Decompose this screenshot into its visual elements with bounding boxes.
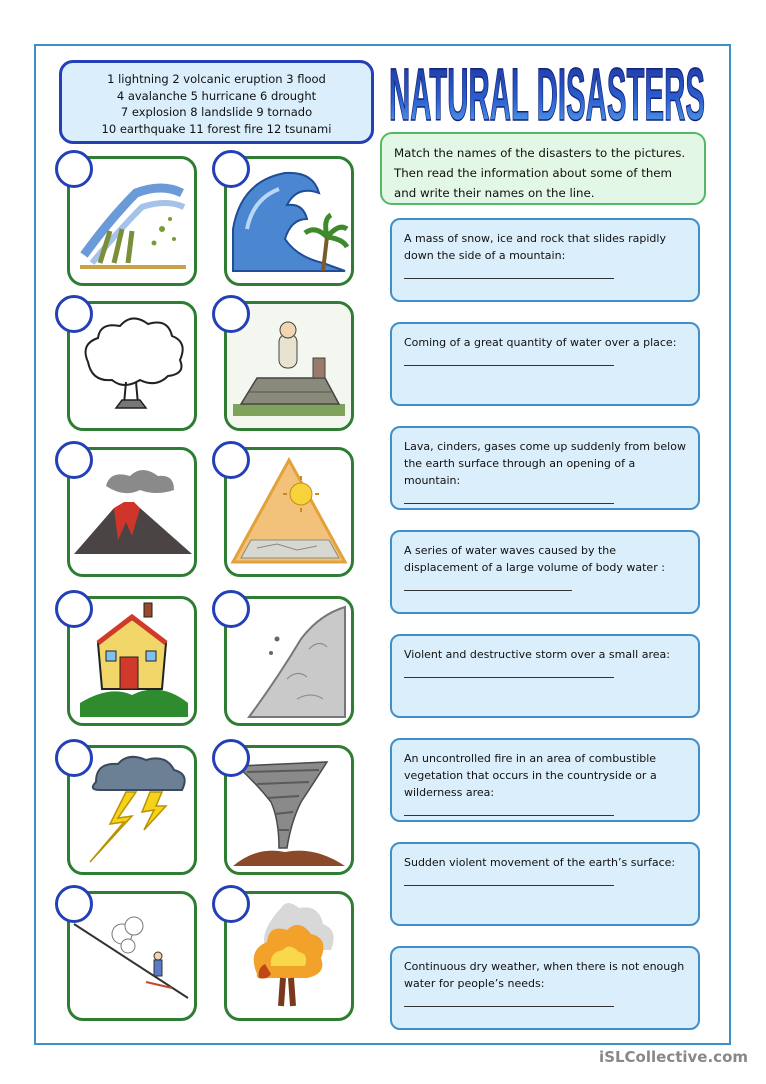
definition-box — [390, 218, 700, 302]
number-circle[interactable] — [55, 885, 93, 923]
answer-line[interactable] — [404, 665, 614, 678]
definition-box — [390, 426, 700, 510]
number-circle[interactable] — [212, 739, 250, 777]
word-bank-line: 1 lightning 2 volcanic eruption 3 flood — [107, 72, 326, 86]
definition-text: A series of water waves caused by the displacement of a large volume of body water : — [404, 544, 665, 574]
number-circle[interactable] — [212, 295, 250, 333]
number-circle[interactable] — [212, 590, 250, 628]
definition-box — [390, 946, 700, 1030]
watermark: iSLCollective.com — [599, 1048, 748, 1066]
definition-box — [390, 842, 700, 926]
answer-line[interactable] — [404, 491, 614, 504]
definition-box — [390, 322, 700, 406]
word-bank — [59, 60, 374, 144]
number-circle[interactable] — [55, 739, 93, 777]
definition-text: Violent and destructive storm over a small area: — [404, 648, 670, 661]
answer-line[interactable] — [404, 578, 572, 591]
number-circle[interactable] — [55, 295, 93, 333]
definition-text: An uncontrolled fire in an area of combustible vegetation that occurs in the countryside or a wilderness area: — [404, 752, 657, 799]
definition-box — [390, 738, 700, 822]
answer-line[interactable] — [404, 803, 614, 816]
answer-line[interactable] — [404, 994, 614, 1007]
answer-line[interactable] — [404, 353, 614, 366]
definition-text: A mass of snow, ice and rock that slides rapidly down the side of a mountain: — [404, 232, 666, 262]
number-circle[interactable] — [212, 150, 250, 188]
instructions-box: Match the names of the disasters to the pictures. Then read the information about some of them and write their names on the line. — [380, 132, 706, 205]
number-circle[interactable] — [55, 150, 93, 188]
definition-text: Sudden violent movement of the earth’s surface: — [404, 856, 676, 869]
definition-text: Coming of a great quantity of water over a place: — [404, 336, 677, 349]
word-bank-line: 4 avalanche 5 hurricane 6 drought — [116, 88, 317, 103]
answer-line[interactable] — [404, 266, 614, 279]
definition-text: Lava, cinders, gases come up suddenly from below the earth surface through an opening of a mountain: — [404, 440, 686, 487]
number-circle[interactable] — [55, 441, 93, 479]
page-title-text: NATURAL DISASTERS — [389, 53, 705, 130]
definition-text: Continuous dry weather, when there is not enough water for people’s needs: — [404, 960, 685, 990]
number-circle[interactable] — [55, 590, 93, 628]
answer-line[interactable] — [404, 873, 614, 886]
page-title — [387, 50, 709, 130]
definition-box — [390, 634, 700, 718]
number-circle[interactable] — [212, 885, 250, 923]
definition-box — [390, 530, 700, 614]
word-bank-line: 10 earthquake 11 forest fire 12 tsunami — [101, 121, 332, 136]
word-bank-line: 7 explosion 8 landslide 9 tornado — [120, 105, 313, 119]
number-circle[interactable] — [212, 441, 250, 479]
